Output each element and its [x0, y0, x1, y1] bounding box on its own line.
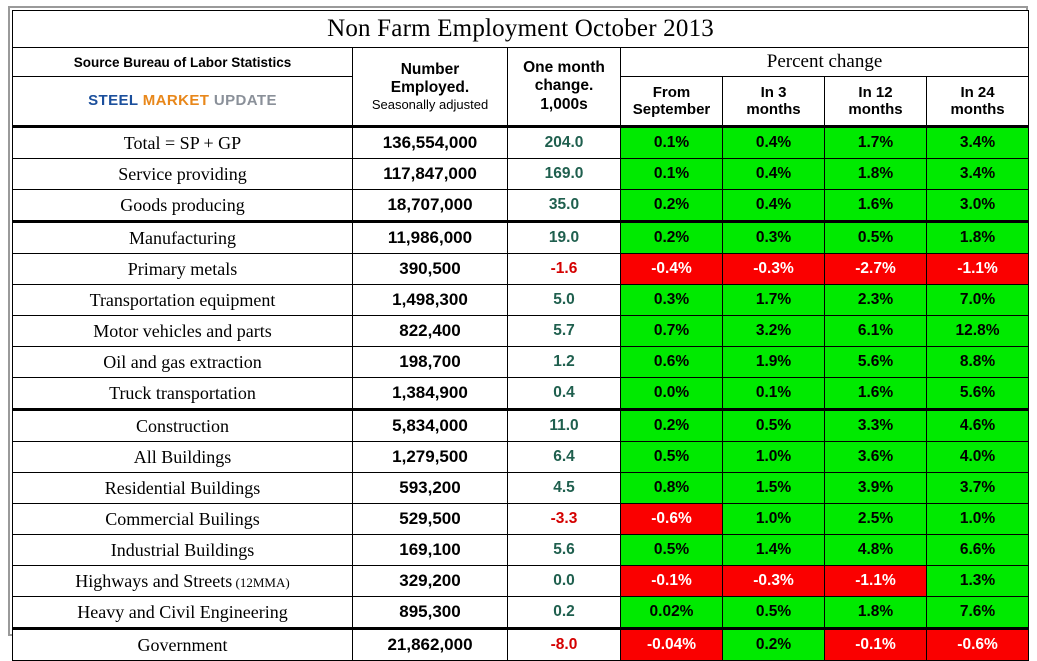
- header-number-line1: Number: [400, 60, 460, 78]
- row-percent-cell: 1.3%: [927, 566, 1029, 597]
- header-one-month-change: [508, 48, 621, 127]
- header-from-line2: September: [632, 101, 711, 118]
- row-percent-cell: 3.7%: [927, 473, 1029, 504]
- row-percent-cell: 6.1%: [825, 316, 927, 347]
- row-number-employed: 1,279,500: [353, 442, 508, 473]
- table-body: [13, 127, 1029, 661]
- row-number-employed: 390,500: [353, 254, 508, 285]
- row-percent-cell: 3.3%: [825, 410, 927, 442]
- row-one-month-change: 6.4: [508, 442, 621, 473]
- row-one-month-change: 4.5: [508, 473, 621, 504]
- row-one-month-change: 5.0: [508, 285, 621, 316]
- table-row: [13, 410, 1029, 442]
- row-percent-cell: 12.8%: [927, 316, 1029, 347]
- header-in3-line2: months: [746, 101, 801, 118]
- row-percent-cell: 0.5%: [723, 597, 825, 629]
- row-percent-cell: 1.5%: [723, 473, 825, 504]
- row-one-month-change: 0.2: [508, 597, 621, 629]
- row-percent-cell: -2.7%: [825, 254, 927, 285]
- row-percent-cell: 1.6%: [825, 190, 927, 222]
- table-row: [13, 566, 1029, 597]
- row-percent-cell: -0.6%: [927, 629, 1029, 661]
- table-row: [13, 504, 1029, 535]
- row-percent-cell: 1.9%: [723, 347, 825, 378]
- row-number-employed: 1,384,900: [353, 378, 508, 410]
- row-percent-cell: 1.0%: [723, 442, 825, 473]
- row-label: Construction: [13, 410, 353, 442]
- table-row: [13, 159, 1029, 190]
- row-percent-cell: 3.2%: [723, 316, 825, 347]
- row-number-employed: 21,862,000: [353, 629, 508, 661]
- row-label: Residential Buildings: [13, 473, 353, 504]
- row-percent-cell: 1.8%: [825, 597, 927, 629]
- row-one-month-change: 19.0: [508, 222, 621, 254]
- header-from-line1: From: [652, 83, 691, 101]
- row-percent-cell: -0.3%: [723, 254, 825, 285]
- row-percent-cell: 0.8%: [621, 473, 723, 504]
- row-percent-cell: -1.1%: [927, 254, 1029, 285]
- table-frame: [8, 6, 1028, 655]
- header-in12-line2: months: [848, 101, 903, 118]
- row-percent-cell: 0.4%: [723, 159, 825, 190]
- row-percent-cell: 0.6%: [621, 347, 723, 378]
- table-row: [13, 535, 1029, 566]
- row-percent-cell: 0.2%: [723, 629, 825, 661]
- table-header: [13, 11, 1029, 127]
- smu-logo: [13, 77, 353, 127]
- header-percent-change: Percent change: [621, 48, 1029, 77]
- row-percent-cell: 1.7%: [723, 285, 825, 316]
- row-label: Total = SP + GP: [13, 127, 353, 159]
- row-percent-cell: 0.02%: [621, 597, 723, 629]
- row-percent-cell: -0.1%: [825, 629, 927, 661]
- row-percent-cell: -0.1%: [621, 566, 723, 597]
- row-percent-cell: 0.4%: [723, 127, 825, 159]
- row-label: Transportation equipment: [13, 285, 353, 316]
- row-label: Highways and Streets (12MMA): [13, 566, 353, 597]
- header-in-3-months: [723, 77, 825, 127]
- row-percent-cell: 0.3%: [723, 222, 825, 254]
- row-percent-cell: 3.4%: [927, 159, 1029, 190]
- row-percent-cell: 3.0%: [927, 190, 1029, 222]
- row-one-month-change: 0.0: [508, 566, 621, 597]
- row-percent-cell: 3.6%: [825, 442, 927, 473]
- row-one-month-change: 11.0: [508, 410, 621, 442]
- table-row: [13, 347, 1029, 378]
- row-number-employed: 329,200: [353, 566, 508, 597]
- row-number-employed: 117,847,000: [353, 159, 508, 190]
- table-row: [13, 285, 1029, 316]
- row-percent-cell: 0.4%: [723, 190, 825, 222]
- row-percent-cell: 0.1%: [723, 378, 825, 410]
- header-onemonth-line3: 1,000s: [540, 95, 588, 113]
- row-percent-cell: 0.5%: [621, 442, 723, 473]
- row-one-month-change: -1.6: [508, 254, 621, 285]
- row-percent-cell: 0.1%: [621, 159, 723, 190]
- row-label: Primary metals: [13, 254, 353, 285]
- header-onemonth-line2: change.: [534, 77, 594, 95]
- row-one-month-change: 5.7: [508, 316, 621, 347]
- row-percent-cell: 4.0%: [927, 442, 1029, 473]
- row-percent-cell: 0.5%: [825, 222, 927, 254]
- header-in-12-months: [825, 77, 927, 127]
- row-percent-cell: 1.7%: [825, 127, 927, 159]
- row-percent-cell: 5.6%: [927, 378, 1029, 410]
- row-one-month-change: 1.2: [508, 347, 621, 378]
- row-label: Government: [13, 629, 353, 661]
- header-number-employed: [353, 48, 508, 127]
- row-label: Truck transportation: [13, 378, 353, 410]
- header-in-24-months: [927, 77, 1029, 127]
- row-one-month-change: 204.0: [508, 127, 621, 159]
- header-onemonth-line1: One month: [523, 59, 605, 77]
- row-percent-cell: 0.5%: [621, 535, 723, 566]
- row-percent-cell: 6.6%: [927, 535, 1029, 566]
- row-percent-cell: 8.8%: [927, 347, 1029, 378]
- row-one-month-change: 169.0: [508, 159, 621, 190]
- row-percent-cell: 0.3%: [621, 285, 723, 316]
- row-label: Oil and gas extraction: [13, 347, 353, 378]
- row-one-month-change: 35.0: [508, 190, 621, 222]
- row-number-employed: 822,400: [353, 316, 508, 347]
- row-percent-cell: 1.0%: [927, 504, 1029, 535]
- row-percent-cell: 1.6%: [825, 378, 927, 410]
- row-percent-cell: -0.3%: [723, 566, 825, 597]
- row-percent-cell: 5.6%: [825, 347, 927, 378]
- row-one-month-change: -8.0: [508, 629, 621, 661]
- row-label: Service providing: [13, 159, 353, 190]
- table-row: [13, 629, 1029, 661]
- row-percent-cell: 0.5%: [723, 410, 825, 442]
- row-percent-cell: 2.3%: [825, 285, 927, 316]
- row-percent-cell: -0.4%: [621, 254, 723, 285]
- header-in24-line1: In 24: [960, 83, 995, 101]
- header-number-line2: Employed.: [390, 78, 470, 96]
- page-title: Non Farm Employment October 2013: [13, 11, 1029, 48]
- row-percent-cell: 2.5%: [825, 504, 927, 535]
- header-number-note: Seasonally adjusted: [371, 97, 489, 113]
- row-number-employed: 895,300: [353, 597, 508, 629]
- row-label: Manufacturing: [13, 222, 353, 254]
- row-percent-cell: 3.9%: [825, 473, 927, 504]
- header-in12-line1: In 12: [858, 83, 893, 101]
- row-number-employed: 529,500: [353, 504, 508, 535]
- row-number-employed: 18,707,000: [353, 190, 508, 222]
- row-percent-cell: 1.8%: [825, 159, 927, 190]
- row-percent-cell: 0.2%: [621, 410, 723, 442]
- table-row: [13, 378, 1029, 410]
- row-percent-cell: 0.2%: [621, 190, 723, 222]
- employment-table: [12, 10, 1029, 661]
- table-row: [13, 316, 1029, 347]
- row-percent-cell: -0.6%: [621, 504, 723, 535]
- row-percent-cell: -0.04%: [621, 629, 723, 661]
- row-percent-cell: 0.0%: [621, 378, 723, 410]
- header-from-september: [621, 77, 723, 127]
- table-row: [13, 254, 1029, 285]
- row-percent-cell: 0.7%: [621, 316, 723, 347]
- table-row: [13, 127, 1029, 159]
- logo-part3: UPDATE: [213, 92, 277, 109]
- logo-text: [88, 92, 277, 109]
- row-percent-cell: 0.2%: [621, 222, 723, 254]
- row-percent-cell: 3.4%: [927, 127, 1029, 159]
- row-number-employed: 1,498,300: [353, 285, 508, 316]
- header-in24-line2: months: [950, 101, 1005, 118]
- source-label: Source Bureau of Labor Statistics: [13, 48, 353, 77]
- title-row: [13, 11, 1029, 48]
- row-percent-cell: 4.6%: [927, 410, 1029, 442]
- row-number-employed: 136,554,000: [353, 127, 508, 159]
- row-percent-cell: 1.4%: [723, 535, 825, 566]
- row-percent-cell: 4.8%: [825, 535, 927, 566]
- row-label: Commercial Builings: [13, 504, 353, 535]
- logo-part2: MARKET: [142, 92, 210, 109]
- row-label: All Buildings: [13, 442, 353, 473]
- row-label-note: (12MMA): [232, 574, 290, 590]
- row-percent-cell: 7.6%: [927, 597, 1029, 629]
- row-label: Industrial Buildings: [13, 535, 353, 566]
- row-percent-cell: -1.1%: [825, 566, 927, 597]
- row-number-employed: 5,834,000: [353, 410, 508, 442]
- row-percent-cell: 0.1%: [621, 127, 723, 159]
- row-number-employed: 198,700: [353, 347, 508, 378]
- row-number-employed: 169,100: [353, 535, 508, 566]
- header-in3-line1: In 3: [760, 83, 787, 101]
- row-number-employed: 11,986,000: [353, 222, 508, 254]
- row-one-month-change: 5.6: [508, 535, 621, 566]
- logo-part1: STEEL: [88, 92, 139, 109]
- table-row: [13, 222, 1029, 254]
- table-row: [13, 442, 1029, 473]
- row-one-month-change: 0.4: [508, 378, 621, 410]
- table-row: [13, 190, 1029, 222]
- row-number-employed: 593,200: [353, 473, 508, 504]
- header-row-1: [13, 48, 1029, 77]
- table-row: [13, 597, 1029, 629]
- row-label: Heavy and Civil Engineering: [13, 597, 353, 629]
- table-row: [13, 473, 1029, 504]
- row-percent-cell: 1.0%: [723, 504, 825, 535]
- row-label: Goods producing: [13, 190, 353, 222]
- row-percent-cell: 1.8%: [927, 222, 1029, 254]
- row-one-month-change: -3.3: [508, 504, 621, 535]
- row-percent-cell: 7.0%: [927, 285, 1029, 316]
- row-label: Motor vehicles and parts: [13, 316, 353, 347]
